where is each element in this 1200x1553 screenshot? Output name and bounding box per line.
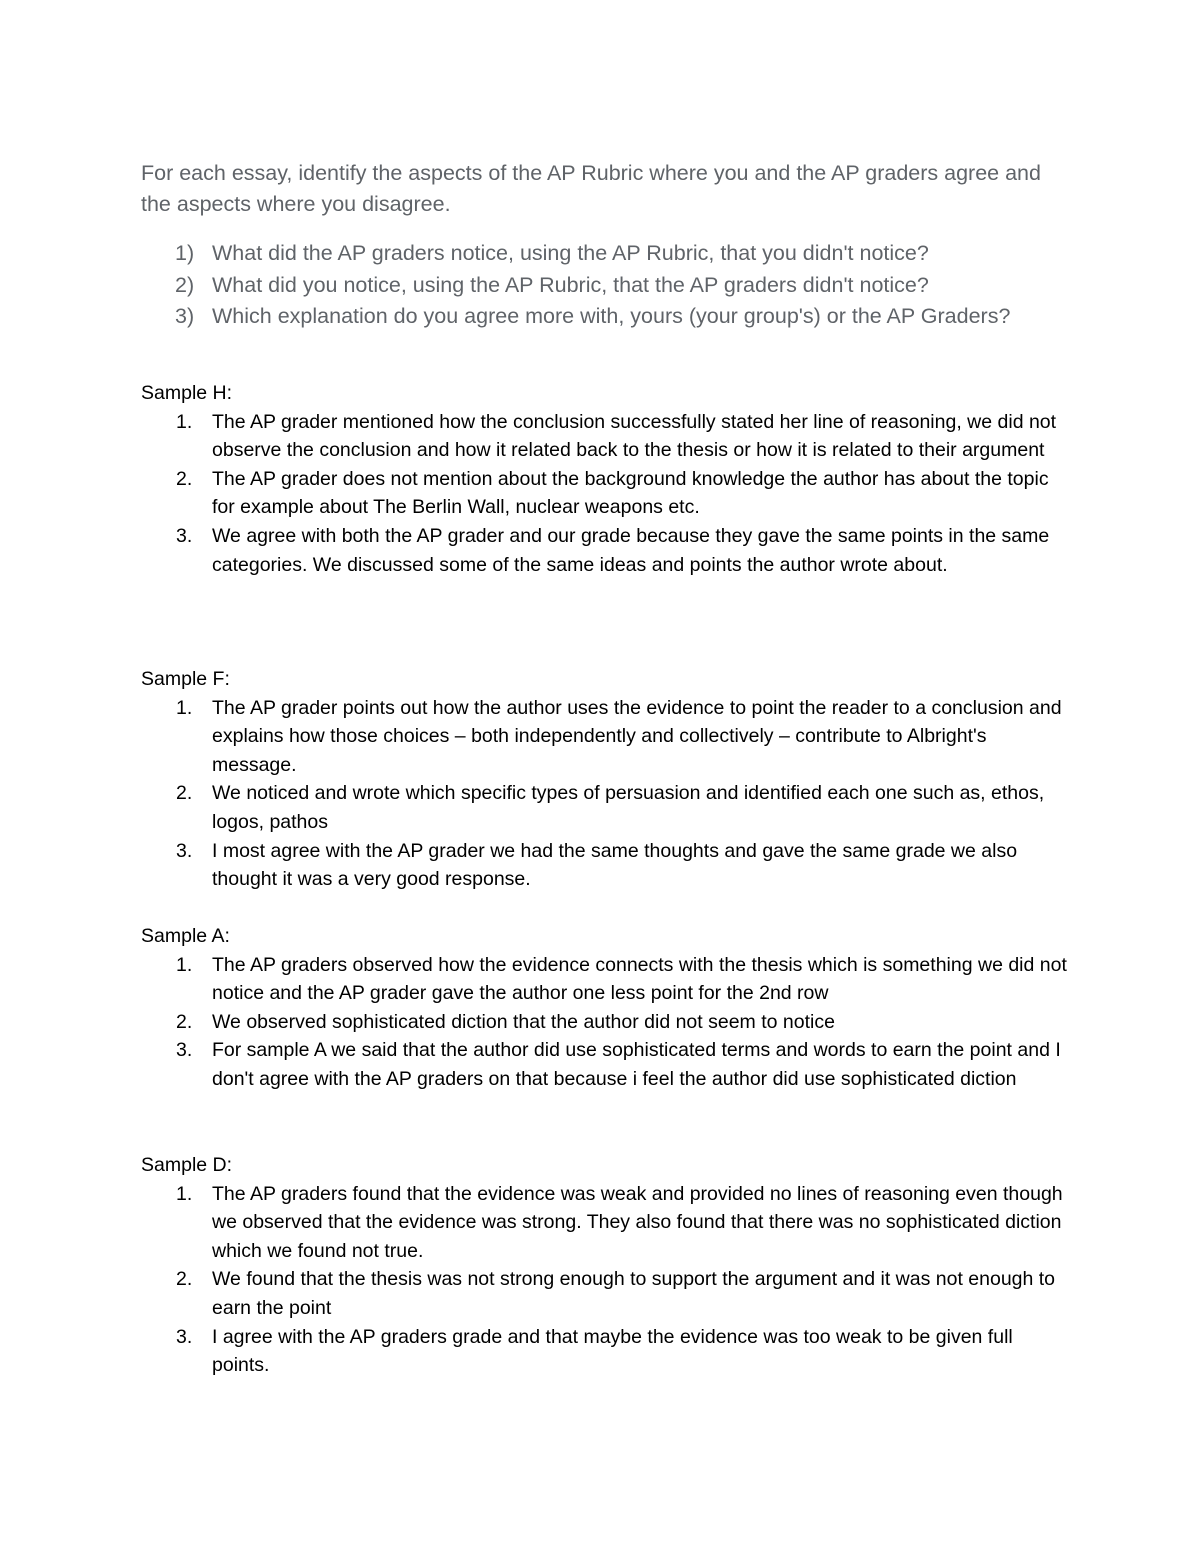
answer-number: 1. [176, 410, 193, 433]
answer-text: The AP grader does not mention about the background knowledge the author has about the topic for example about The Berlin Wall, nuclear weapons etc. [212, 467, 1049, 519]
question-number: 2) [175, 272, 195, 297]
answer-item [141, 951, 1071, 1008]
question-text: What did you notice, using the AP Rubric, that the AP graders didn't notice? [212, 272, 929, 297]
sample-answer-list [141, 694, 1071, 894]
answer-text: We agree with both the AP grader and our grade because they gave the same points in the same categories. We discussed some of the same ideas and points the author wrote about. [212, 524, 1050, 576]
sample-a-section [141, 922, 1071, 1094]
answer-item [141, 1008, 1071, 1037]
sample-heading: Sample D: [141, 1154, 233, 1176]
sample-h-section [141, 379, 1071, 579]
answer-number: 1. [176, 1182, 193, 1205]
answer-text: We noticed and wrote which specific types of persuasion and identified each one such as, ethos, logos, pathos [212, 782, 1045, 833]
question-item [141, 270, 1061, 302]
sample-heading: Sample H: [141, 382, 233, 404]
question-number: 3) [175, 304, 195, 328]
answer-number: 1. [176, 696, 193, 719]
answer-number: 2. [176, 782, 193, 805]
answer-item [141, 779, 1071, 836]
questions-list [141, 238, 1061, 333]
answer-item [141, 1323, 1071, 1380]
answer-text: I agree with the AP graders grade and that maybe the evidence was too weak to be given full points. [212, 1325, 1013, 1377]
answer-text: For sample A we said that the author did use sophisticated terms and words to earn the point and I don't agree with the AP graders on that because i feel the author did use sophisticated diction [212, 1039, 1061, 1090]
sample-f-section [141, 665, 1071, 894]
answer-item [141, 694, 1071, 780]
answer-item [141, 522, 1071, 579]
sample-answer-list [141, 951, 1071, 1094]
answer-item [141, 1180, 1071, 1266]
answer-text: We found that the thesis was not strong enough to support the argument and it was not enough to earn the point [212, 1268, 1056, 1319]
answer-item [141, 408, 1071, 465]
answer-text: We observed sophisticated diction that the author did not seem to notice [212, 1010, 835, 1033]
answer-item [141, 1265, 1071, 1322]
question-number: 1) [175, 241, 195, 265]
answer-text: The AP grader points out how the author uses the evidence to point the reader to a conclusion and explains how those choices – both independently and collectively – contribute to Albright's message. [212, 696, 1062, 776]
answer-number: 2. [176, 1010, 193, 1033]
sample-answer-list [141, 408, 1071, 580]
answer-number: 2. [176, 1268, 193, 1291]
answer-text: I most agree with the AP grader we had the same thoughts and gave the same grade we also thought it was a very good response. [212, 839, 1018, 891]
answer-item [141, 1036, 1071, 1093]
question-item [141, 301, 1061, 333]
answer-number: 3. [176, 1325, 193, 1348]
instructions-paragraph: For each essay, identify the aspects of the AP Rubric where you and the AP graders agree and the aspects where you disagree. [141, 161, 1041, 216]
answer-number: 1. [176, 953, 193, 976]
answer-text: The AP graders observed how the evidence connects with the thesis which is something we did not notice and the AP grader gave the author one less point for the 2nd row [212, 953, 1067, 1005]
answer-number: 3. [176, 839, 193, 862]
answer-item [141, 465, 1071, 522]
sample-d-section [141, 1151, 1071, 1380]
instructions-block [141, 158, 1061, 333]
sample-heading: Sample F: [141, 668, 230, 690]
sample-heading: Sample A: [141, 925, 230, 947]
question-text: Which explanation do you agree more with, yours (your group's) or the AP Graders? [212, 304, 1011, 328]
question-item [141, 238, 1061, 270]
answer-number: 3. [176, 1039, 193, 1062]
answer-number: 3. [176, 524, 193, 547]
answer-number: 2. [176, 467, 193, 490]
answer-text: The AP grader mentioned how the conclusion successfully stated her line of reasoning, we did not observe the conclusion and how it related back to the thesis or how it is related to their argument [212, 410, 1057, 462]
sample-answer-list [141, 1180, 1071, 1380]
answer-text: The AP graders found that the evidence was weak and provided no lines of reasoning even though we observed that the evidence was strong. They also found that there was no sophisticated diction which we found not true. [212, 1182, 1063, 1262]
question-text: What did the AP graders notice, using the AP Rubric, that you didn't notice? [212, 241, 929, 265]
answer-item [141, 837, 1071, 894]
